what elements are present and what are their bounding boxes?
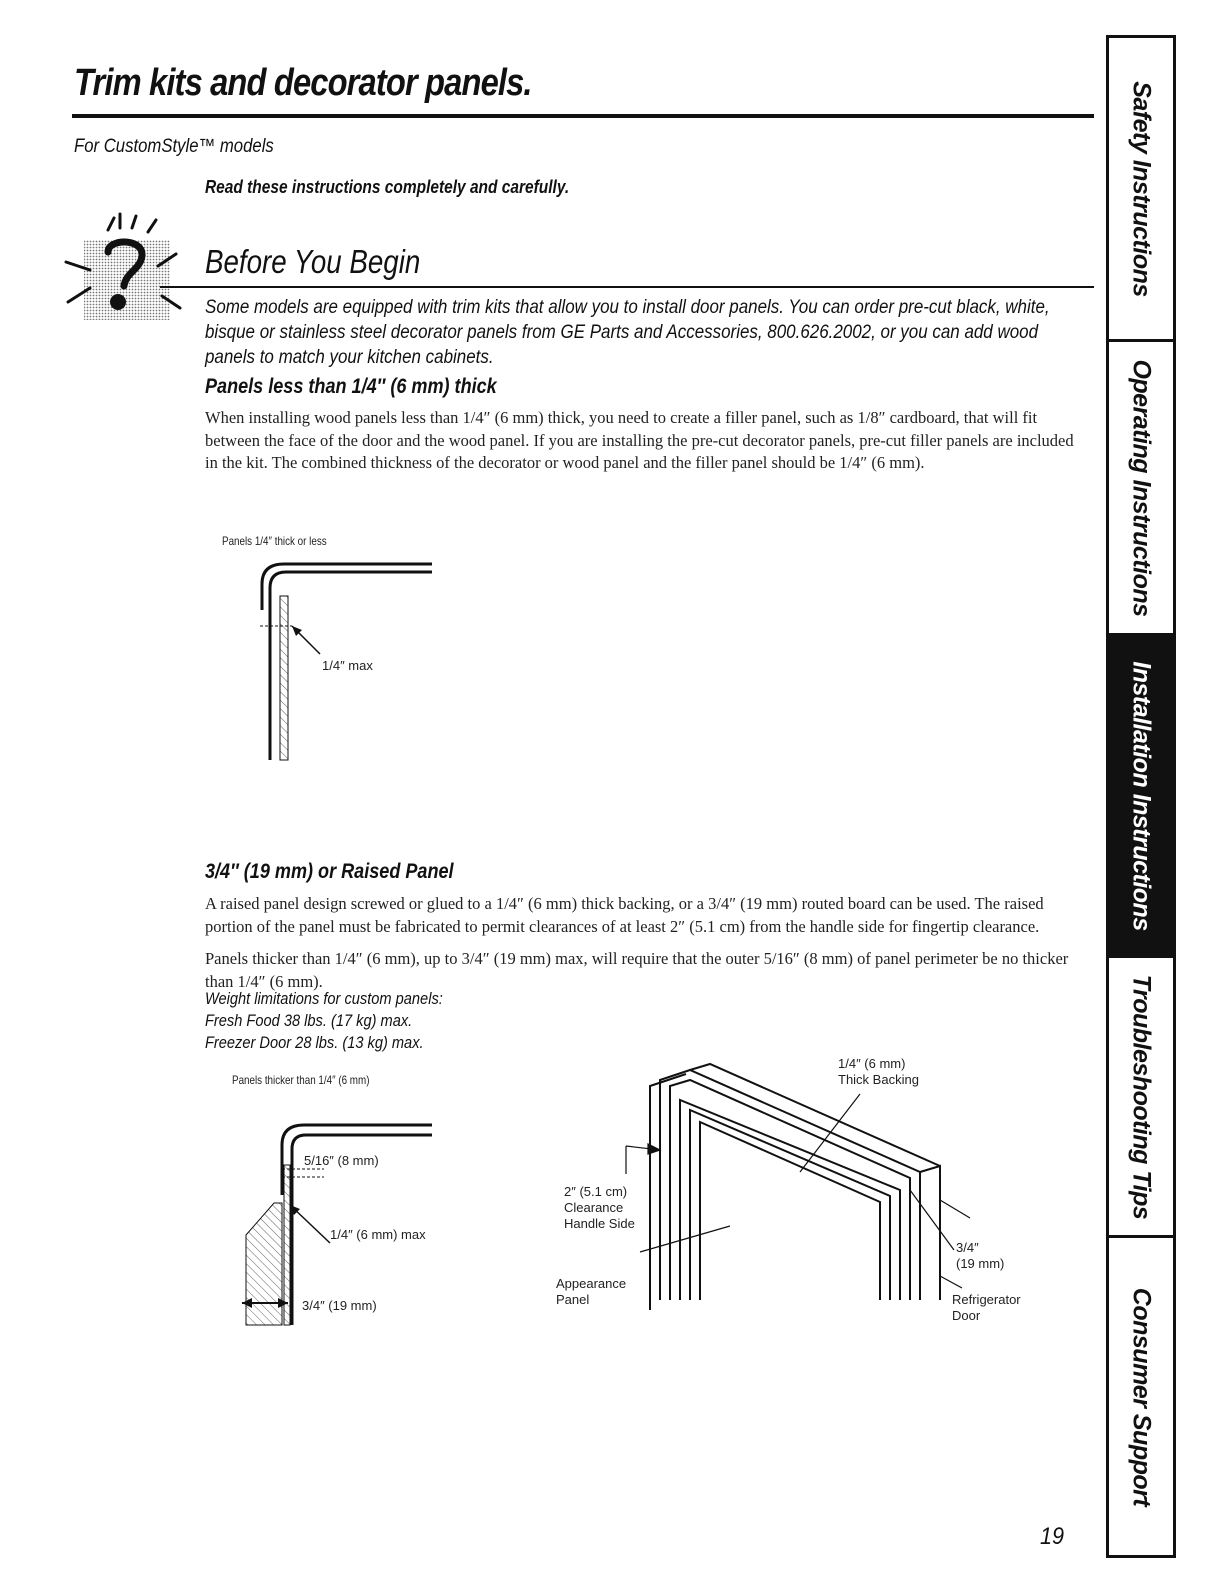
weight-title: Weight limitations for custom panels: bbox=[205, 989, 443, 1008]
fig3-backing-1: 1/4″ (6 mm) bbox=[838, 1056, 906, 1071]
title-rule bbox=[72, 114, 1094, 118]
thick-panel-diagram bbox=[220, 1085, 460, 1335]
panels-less-body: When installing wood panels less than 1/4″ (6 mm) thick, you need to create a filler panel, such as 1/8″ cardboard, that will fit between the face of the door and the wood panel. If you are installing the pre-cut decorator panels, pre-cut filler panels are included in the kit. The combined thickness of the decorator or wood panel and the filler panel should be 1/4″ (6 mm). bbox=[205, 408, 1074, 472]
section-rule bbox=[160, 286, 1094, 288]
weight-fresh-food: Fresh Food 38 lbs. (17 kg) max. bbox=[205, 1011, 413, 1030]
fig3-thickness-1: 3/4″ bbox=[956, 1240, 979, 1255]
fig3-door-1: Refrigerator bbox=[952, 1292, 1021, 1307]
tab-consumer-support[interactable]: Consumer Support bbox=[1127, 1287, 1156, 1506]
warning-icon bbox=[56, 210, 196, 340]
page-number: 19 bbox=[1040, 1523, 1065, 1550]
fig2-label-1-4-max: 1/4″ (6 mm) max bbox=[330, 1227, 426, 1242]
raised-panel-heading: 3/4″ (19 mm) or Raised Panel bbox=[205, 860, 454, 883]
read-note: Read these instructions completely and carefully. bbox=[205, 177, 570, 197]
tab-operating-instructions[interactable]: Operating Instructions bbox=[1109, 342, 1173, 636]
raised-panel-body-1: A raised panel design screwed or glued to a 1/4″ (6 mm) thick backing, or a 3/4″ (19 mm) routed board can be used. The raised portion of the panel must be fabricated to permit clearances of at least 2″ (5.1 cm) from the handle side for fingertip clearance. bbox=[205, 894, 1044, 936]
section-tabs bbox=[1106, 35, 1176, 1558]
fig3-backing-2: Thick Backing bbox=[838, 1072, 919, 1087]
weight-freezer-door: Freezer Door 28 lbs. (13 kg) max. bbox=[205, 1033, 424, 1052]
fig2-label-5-16: 5/16″ (8 mm) bbox=[304, 1153, 379, 1168]
panels-less-heading: Panels less than 1/4″ (6 mm) thick bbox=[205, 375, 497, 398]
fig3-thickness-2: (19 mm) bbox=[956, 1256, 1005, 1271]
page-title: Trim kits and decorator panels. bbox=[74, 62, 532, 104]
tab-safety-instructions[interactable]: Safety Instructions bbox=[1109, 38, 1173, 342]
subtitle: For CustomStyle™ models bbox=[74, 136, 274, 157]
fig3-clearance-1: 2″ (5.1 cm) bbox=[564, 1184, 628, 1199]
fig3-appearance-1: Appearance bbox=[556, 1276, 627, 1291]
raised-panel-body-2: Panels thicker than 1/4″ (6 mm), up to 3/4″ (19 mm) max, will require that the outer 5/16″ (8 mm) of panel perimeter be no thicker than 1/4″ (6 mm). bbox=[205, 949, 1069, 991]
fig3-clearance-2: Clearance bbox=[564, 1200, 624, 1215]
before-you-begin-text: Some models are equipped with trim kits that allow you to install door panels. You can order pre-cut black, white, bisque or stainless steel decorator panels from GE Parts and Accessories, 800.626.2002, or you can add wood panels to match your kitchen cabinets. bbox=[205, 296, 1050, 368]
thin-panel-label: 1/4″ max bbox=[322, 658, 373, 673]
tab-troubleshooting-tips[interactable]: Troubleshooting Tips bbox=[1109, 958, 1173, 1238]
fig3-clearance-3: Handle Side bbox=[564, 1216, 635, 1231]
fig2-label-3-4: 3/4″ (19 mm) bbox=[302, 1298, 377, 1313]
weight-limitations bbox=[205, 988, 443, 1054]
fig3-door-2: Door bbox=[952, 1308, 981, 1323]
tab-installation-instructions[interactable]: Installation Instructions bbox=[1109, 636, 1173, 958]
thin-panel-diagram bbox=[240, 550, 500, 770]
before-you-begin-heading: Before You Begin bbox=[205, 243, 421, 280]
figure-caption: Panels thicker than 1/4″ (6 mm) bbox=[232, 1073, 370, 1087]
figure-caption: Panels 1/4″ thick or less bbox=[222, 534, 327, 548]
raised-panel-diagram bbox=[540, 1050, 1060, 1350]
fig3-appearance-2: Panel bbox=[556, 1292, 590, 1307]
